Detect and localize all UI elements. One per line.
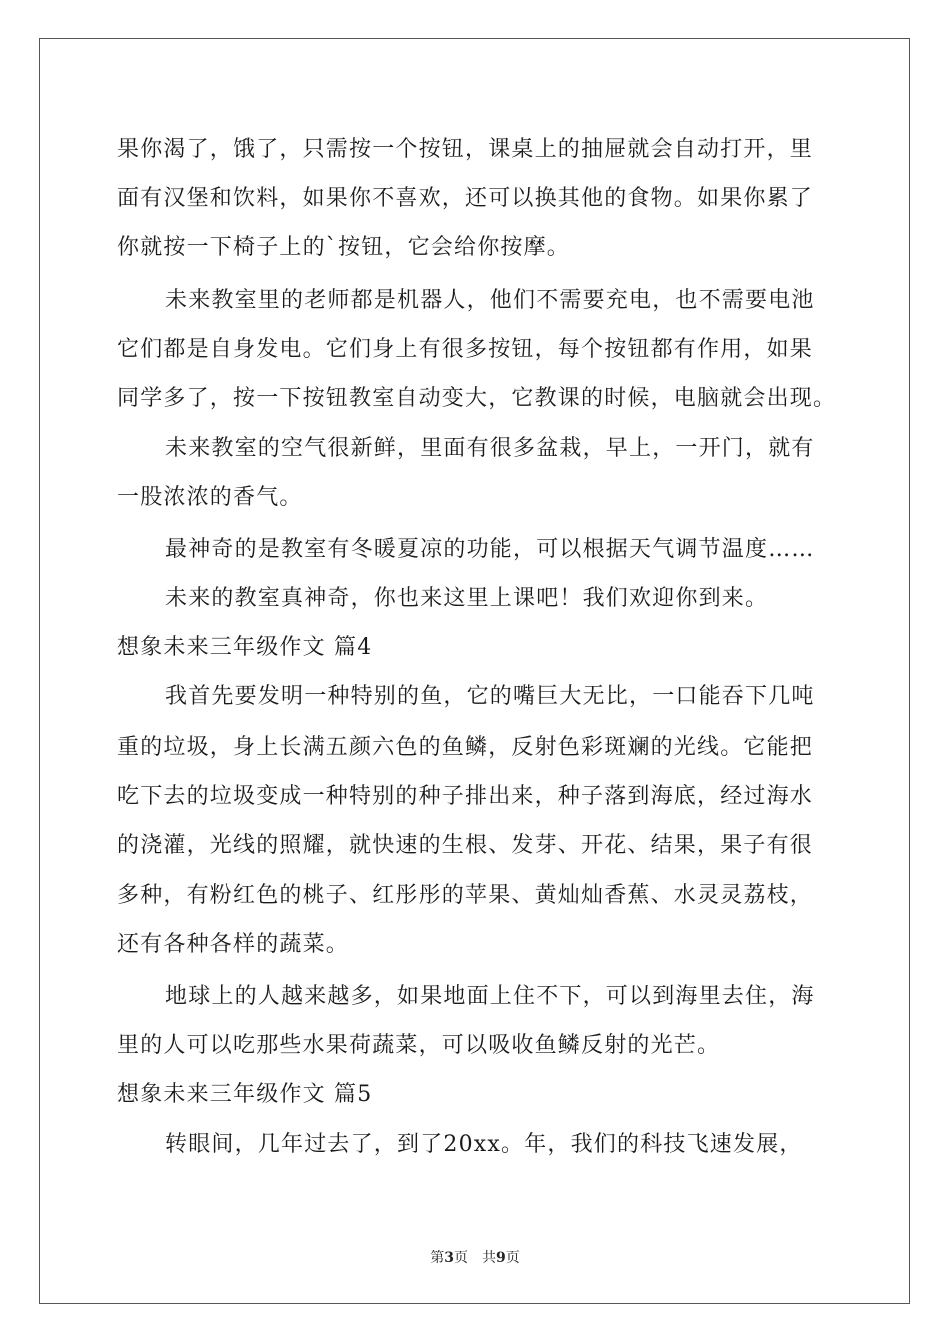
page-prefix: 第: [430, 1250, 445, 1266]
paragraph-line: 的浇灌，光线的照耀，就快速的生根、发芽、开花、结果，果子有很: [117, 833, 814, 858]
paragraph-line: 果你渴了，饿了，只需按一个按钮，课桌上的抽屉就会自动打开，里: [117, 137, 814, 162]
page-suffix: 页: [505, 1250, 520, 1266]
paragraph-line: 你就按一下椅子上的`按钮，它会给你按摩。: [117, 235, 571, 260]
paragraph-line: 未来的教室真神奇，你也来这里上课吧！我们欢迎你到来。: [165, 586, 769, 611]
section-heading: 想象未来三年级作文 篇5: [117, 1082, 373, 1107]
paragraph-line: 未来教室的空气很新鲜，里面有很多盆栽，早上，一开门，就有: [165, 436, 815, 461]
paragraph-line: 我首先要发明一种特别的鱼，它的嘴巨大无比，一口能吞下几吨: [165, 684, 815, 709]
paragraph-line: 吃下去的垃圾变成一种特别的种子排出来，种子落到海底，经过海水: [117, 784, 814, 809]
paragraph-line: 还有各种各样的蔬菜。: [117, 932, 350, 957]
page-total: 9: [496, 1250, 506, 1266]
paragraph-line: 它们都是自身发电。它们身上有很多按钮，每个按钮都有作用，如果: [117, 337, 814, 362]
paragraph-line: 多种，有粉红色的桃子、红彤彤的苹果、黄灿灿香蕉、水灵灵荔枝，: [117, 883, 814, 908]
paragraph-line: 地球上的人越来越多，如果地面上住不下，可以到海里去住，海: [165, 984, 815, 1009]
paragraph-line: 重的垃圾，身上长满五颜六色的鱼鳞，反射色彩斑斓的光线。它能把: [117, 735, 814, 760]
paragraph-line: 一股浓浓的香气。: [117, 485, 303, 510]
paragraph-line: 面有汉堡和饮料，如果你不喜欢，还可以换其他的食物。如果你累了: [117, 186, 814, 211]
section-heading: 想象未来三年级作文 篇4: [117, 635, 373, 660]
page-footer: [0, 1247, 950, 1267]
paragraph-line: 未来教室里的老师都是机器人，他们不需要充电，也不需要电池: [165, 288, 815, 313]
paragraph-line: 转眼间，几年过去了，到了20xx。年，我们的科技飞速发展，: [165, 1132, 803, 1157]
page-border: [39, 38, 910, 1304]
page-mid: 页 共: [454, 1250, 496, 1266]
paragraph-line: 里的人可以吃那些水果荷蔬菜，可以吸收鱼鳞反射的光芒。: [117, 1033, 721, 1058]
paragraph-line: 最神奇的是教室有冬暖夏凉的功能，可以根据天气调节温度……: [165, 537, 815, 562]
paragraph-line: 同学多了，按一下按钮教室自动变大，它教课的时候，电脑就会出现。: [117, 386, 837, 411]
page-current: 3: [444, 1250, 454, 1266]
